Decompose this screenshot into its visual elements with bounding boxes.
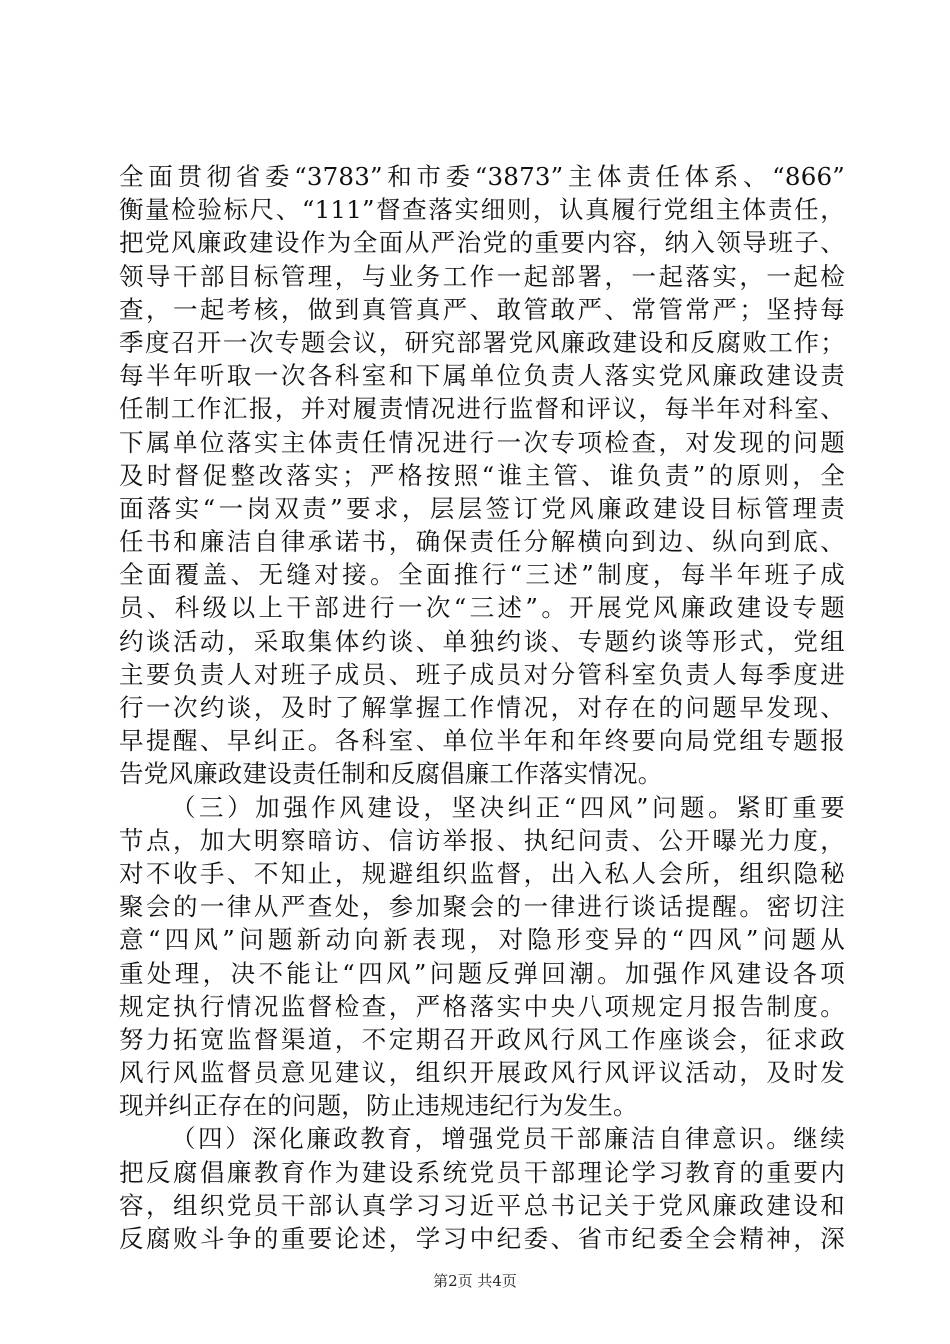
page-footer: 第2页 共4页 bbox=[433, 1272, 517, 1290]
text-line: 反腐败斗争的重要论述，学习中纪委、省市纪委全会精神，深 bbox=[119, 1224, 845, 1253]
text-line: 员、科级以上干部进行一次“三述”。开展党风廉政建设专题 bbox=[119, 593, 845, 623]
text-line: 意“四风”问题新动向新表现，对隐形变异的“四风”问题从 bbox=[119, 925, 845, 955]
text-line: 主要负责人对班子成员、班子成员对分管科室负责人每季度进 bbox=[119, 659, 845, 689]
text-line: 把党风廉政建设作为全面从严治党的重要内容，纳入领导班子、 bbox=[119, 228, 845, 258]
text-line: 面落实“一岗双责”要求，层层签订党风廉政建设目标管理责 bbox=[119, 493, 845, 523]
text-line: 聚会的一律从严查处，参加聚会的一律进行谈话提醒。密切注 bbox=[119, 892, 845, 922]
body-text bbox=[119, 160, 845, 1255]
text-line: 每半年听取一次各科室和下属单位负责人落实党风廉政建设责 bbox=[119, 361, 845, 391]
text-line: 告党风廉政建设责任制和反腐倡廉工作落实情况。 bbox=[119, 759, 663, 789]
paragraph-first-line: （三）加强作风建设，坚决纠正“四风”问题。紧盯重要 bbox=[171, 792, 845, 822]
text-line: 下属单位落实主体责任情况进行一次专项检查，对发现的问题 bbox=[119, 427, 845, 457]
text-line: 约谈活动，采取集体约谈、单独约谈、专题约谈等形式，党组 bbox=[119, 626, 845, 656]
text-line: 容，组织党员干部认真学习习近平总书记关于党风廉政建设和 bbox=[119, 1190, 845, 1220]
text-line: 早提醒、早纠正。各科室、单位半年和年终要向局党组专题报 bbox=[119, 726, 845, 756]
text-line: 领导干部目标管理，与业务工作一起部署，一起落实，一起检 bbox=[119, 261, 845, 291]
paragraph-first-line: （四）深化廉政教育，增强党员干部廉洁自律意识。继续 bbox=[171, 1124, 845, 1154]
text-line: 衡量检验标尺、“111”督查落实细则，认真履行党组主体责任， bbox=[119, 195, 845, 225]
text-line: 风行风监督员意见建议，组织开展政风行风评议活动，及时发 bbox=[119, 1058, 845, 1088]
text-line: 把反腐倡廉教育作为建设系统党员干部理论学习教育的重要内 bbox=[119, 1157, 845, 1187]
text-line: 查，一起考核，做到真管真严、敢管敢严、常管常严；坚持每 bbox=[119, 294, 845, 324]
text-line: 努力拓宽监督渠道，不定期召开政风行风工作座谈会，征求政 bbox=[119, 1024, 845, 1054]
text-line: 节点，加大明察暗访、信访举报、执纪问责、公开曝光力度， bbox=[119, 825, 845, 855]
text-line: 行一次约谈，及时了解掌握工作情况，对存在的问题早发现、 bbox=[119, 693, 845, 722]
text-line: 任制工作汇报，并对履责情况进行监督和评议，每半年对科室、 bbox=[119, 394, 845, 424]
text-line: 对不收手、不知止，规避组织监督，出入私人会所，组织隐秘 bbox=[119, 858, 845, 888]
text-line: 重处理，决不能让“四风”问题反弹回潮。加强作风建设各项 bbox=[119, 958, 845, 988]
text-line: 全面覆盖、无缝对接。全面推行“三述”制度，每半年班子成 bbox=[119, 560, 845, 590]
text-line: 全面贯彻省委“3783”和市委“3873”主体责任体系、“866” bbox=[119, 162, 845, 191]
text-line: 任书和廉洁自律承诺书，确保责任分解横向到边、纵向到底、 bbox=[119, 527, 845, 557]
text-line: 规定执行情况监督检查，严格落实中央八项规定月报告制度。 bbox=[119, 991, 845, 1021]
text-line: 及时督促整改落实；严格按照“谁主管、谁负责”的原则，全 bbox=[119, 460, 845, 490]
text-line: 季度召开一次专题会议，研究部署党风廉政建设和反腐败工作； bbox=[119, 327, 845, 357]
text-line: 现并纠正存在的问题，防止违规违纪行为发生。 bbox=[119, 1091, 638, 1121]
